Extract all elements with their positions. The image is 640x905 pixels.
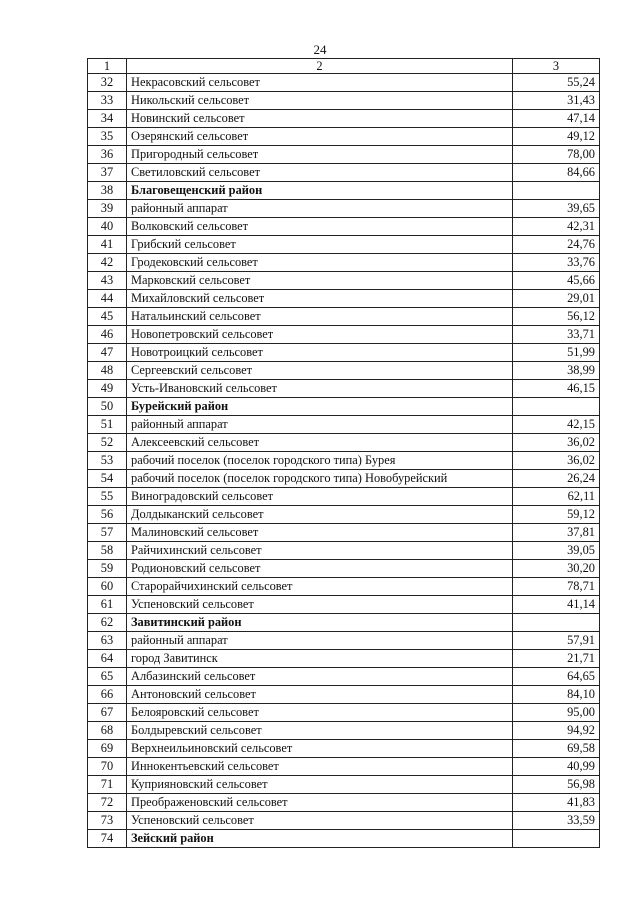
- table-row: [88, 110, 600, 128]
- row-name: Никольский сельсовет: [127, 92, 513, 110]
- row-name: Родионовский сельсовет: [127, 560, 513, 578]
- row-name: Завитинский район: [127, 614, 513, 632]
- row-number: 61: [88, 596, 127, 614]
- table-row: [88, 308, 600, 326]
- row-number: 34: [88, 110, 127, 128]
- row-value: [513, 182, 600, 200]
- column-header-1: 1: [88, 59, 127, 74]
- row-name: рабочий поселок (поселок городского типа) Новобурейский: [127, 470, 513, 488]
- row-value: 78,71: [513, 578, 600, 596]
- row-value: [513, 830, 600, 848]
- row-number: 43: [88, 272, 127, 290]
- row-number: 51: [88, 416, 127, 434]
- row-number: 41: [88, 236, 127, 254]
- row-value: [513, 614, 600, 632]
- row-number: 56: [88, 506, 127, 524]
- row-number: 45: [88, 308, 127, 326]
- row-name: Болдыревский сельсовет: [127, 722, 513, 740]
- table-row: [88, 776, 600, 794]
- row-name: Пригородный сельсовет: [127, 146, 513, 164]
- table-row: [88, 326, 600, 344]
- row-value: 69,58: [513, 740, 600, 758]
- row-number: 72: [88, 794, 127, 812]
- row-value: 26,24: [513, 470, 600, 488]
- row-name: Успеновский сельсовет: [127, 596, 513, 614]
- row-value: 30,20: [513, 560, 600, 578]
- row-number: 54: [88, 470, 127, 488]
- row-value: 84,10: [513, 686, 600, 704]
- row-number: 50: [88, 398, 127, 416]
- row-number: 33: [88, 92, 127, 110]
- row-name: Некрасовский сельсовет: [127, 74, 513, 92]
- table-row: [88, 506, 600, 524]
- table-row: [88, 128, 600, 146]
- row-value: 33,71: [513, 326, 600, 344]
- row-value: 38,99: [513, 362, 600, 380]
- table-row: [88, 794, 600, 812]
- row-value: 94,92: [513, 722, 600, 740]
- table-row: [88, 236, 600, 254]
- row-name: Зейский район: [127, 830, 513, 848]
- table-row: [88, 416, 600, 434]
- row-number: 71: [88, 776, 127, 794]
- row-number: 68: [88, 722, 127, 740]
- row-name: Албазинский сельсовет: [127, 668, 513, 686]
- row-value: 56,98: [513, 776, 600, 794]
- row-number: 66: [88, 686, 127, 704]
- row-number: 70: [88, 758, 127, 776]
- row-name: Марковский сельсовет: [127, 272, 513, 290]
- row-number: 60: [88, 578, 127, 596]
- row-name: Михайловский сельсовет: [127, 290, 513, 308]
- row-name: Озерянский сельсовет: [127, 128, 513, 146]
- table-row: [88, 344, 600, 362]
- row-name: Сергеевский сельсовет: [127, 362, 513, 380]
- row-name: Новотроицкий сельсовет: [127, 344, 513, 362]
- row-number: 44: [88, 290, 127, 308]
- table-row: [88, 74, 600, 92]
- row-number: 73: [88, 812, 127, 830]
- row-name: Благовещенский район: [127, 182, 513, 200]
- table-row: [88, 740, 600, 758]
- row-number: 58: [88, 542, 127, 560]
- row-value: 84,66: [513, 164, 600, 182]
- row-name: рабочий поселок (поселок городского типа) Бурея: [127, 452, 513, 470]
- row-value: 78,00: [513, 146, 600, 164]
- table-row: [88, 488, 600, 506]
- table-section-row: [88, 614, 600, 632]
- table-row: [88, 596, 600, 614]
- row-name: Иннокентьевский сельсовет: [127, 758, 513, 776]
- row-name: Волковский сельсовет: [127, 218, 513, 236]
- table-row: [88, 668, 600, 686]
- table-row: [88, 560, 600, 578]
- row-number: 38: [88, 182, 127, 200]
- row-name: Гродековский сельсовет: [127, 254, 513, 272]
- table-row: [88, 92, 600, 110]
- table-row: [88, 812, 600, 830]
- row-name: Райчихинский сельсовет: [127, 542, 513, 560]
- row-number: 32: [88, 74, 127, 92]
- row-name: районный аппарат: [127, 416, 513, 434]
- row-number: 67: [88, 704, 127, 722]
- row-value: 46,15: [513, 380, 600, 398]
- row-value: 31,43: [513, 92, 600, 110]
- row-value: 39,65: [513, 200, 600, 218]
- row-value: 33,59: [513, 812, 600, 830]
- row-value: 42,15: [513, 416, 600, 434]
- row-number: 63: [88, 632, 127, 650]
- table-row: [88, 200, 600, 218]
- table-row: [88, 290, 600, 308]
- table-section-row: [88, 830, 600, 848]
- column-header-3: 3: [513, 59, 600, 74]
- table-section-row: [88, 398, 600, 416]
- table-row: [88, 218, 600, 236]
- table-section-row: [88, 182, 600, 200]
- row-name: Алексеевский сельсовет: [127, 434, 513, 452]
- row-value: 45,66: [513, 272, 600, 290]
- row-value: 55,24: [513, 74, 600, 92]
- row-name: Долдыканский сельсовет: [127, 506, 513, 524]
- row-name: Куприяновский сельсовет: [127, 776, 513, 794]
- row-name: Верхнеильиновский сельсовет: [127, 740, 513, 758]
- table-row: [88, 758, 600, 776]
- table-row: [88, 434, 600, 452]
- row-name: Натальинский сельсовет: [127, 308, 513, 326]
- row-value: 41,14: [513, 596, 600, 614]
- row-name: Бурейский район: [127, 398, 513, 416]
- row-value: 29,01: [513, 290, 600, 308]
- row-value: 62,11: [513, 488, 600, 506]
- row-value: 37,81: [513, 524, 600, 542]
- row-number: 57: [88, 524, 127, 542]
- row-value: [513, 398, 600, 416]
- row-name: Новопетровский сельсовет: [127, 326, 513, 344]
- table-row: [88, 542, 600, 560]
- row-value: 64,65: [513, 668, 600, 686]
- row-name: Старорайчихинский сельсовет: [127, 578, 513, 596]
- row-value: 59,12: [513, 506, 600, 524]
- row-number: 42: [88, 254, 127, 272]
- row-number: 35: [88, 128, 127, 146]
- row-value: 36,02: [513, 434, 600, 452]
- table-row: [88, 164, 600, 182]
- row-name: Малиновский сельсовет: [127, 524, 513, 542]
- row-number: 55: [88, 488, 127, 506]
- row-number: 37: [88, 164, 127, 182]
- row-name: Белояровский сельсовет: [127, 704, 513, 722]
- data-table: [87, 58, 600, 848]
- page-number: 24: [313, 42, 327, 57]
- row-number: 47: [88, 344, 127, 362]
- table-row: [88, 704, 600, 722]
- row-number: 48: [88, 362, 127, 380]
- row-name: город Завитинск: [127, 650, 513, 668]
- table-header-row: [88, 59, 600, 74]
- row-number: 74: [88, 830, 127, 848]
- row-name: Усть-Ивановский сельсовет: [127, 380, 513, 398]
- row-number: 64: [88, 650, 127, 668]
- row-name: Антоновский сельсовет: [127, 686, 513, 704]
- table-row: [88, 686, 600, 704]
- table-row: [88, 146, 600, 164]
- row-value: 41,83: [513, 794, 600, 812]
- table-row: [88, 632, 600, 650]
- row-name: районный аппарат: [127, 632, 513, 650]
- row-value: 36,02: [513, 452, 600, 470]
- row-name: Преображеновский сельсовет: [127, 794, 513, 812]
- row-value: 39,05: [513, 542, 600, 560]
- row-value: 42,31: [513, 218, 600, 236]
- table-body: [88, 59, 600, 848]
- row-number: 65: [88, 668, 127, 686]
- row-value: 24,76: [513, 236, 600, 254]
- row-number: 52: [88, 434, 127, 452]
- table-row: [88, 524, 600, 542]
- row-value: 40,99: [513, 758, 600, 776]
- row-number: 39: [88, 200, 127, 218]
- row-value: 57,91: [513, 632, 600, 650]
- table-row: [88, 272, 600, 290]
- row-value: 95,00: [513, 704, 600, 722]
- row-name: Новинский сельсовет: [127, 110, 513, 128]
- row-number: 36: [88, 146, 127, 164]
- row-name: районный аппарат: [127, 200, 513, 218]
- row-number: 69: [88, 740, 127, 758]
- table-row: [88, 650, 600, 668]
- row-name: Грибский сельсовет: [127, 236, 513, 254]
- row-number: 53: [88, 452, 127, 470]
- row-value: 56,12: [513, 308, 600, 326]
- table-row: [88, 380, 600, 398]
- row-name: Светиловский сельсовет: [127, 164, 513, 182]
- table-row: [88, 452, 600, 470]
- row-value: 21,71: [513, 650, 600, 668]
- row-number: 46: [88, 326, 127, 344]
- table-row: [88, 362, 600, 380]
- row-number: 59: [88, 560, 127, 578]
- row-value: 51,99: [513, 344, 600, 362]
- row-number: 49: [88, 380, 127, 398]
- table-row: [88, 578, 600, 596]
- column-header-2: 2: [127, 59, 513, 74]
- row-value: 49,12: [513, 128, 600, 146]
- row-number: 40: [88, 218, 127, 236]
- row-name: Успеновский сельсовет: [127, 812, 513, 830]
- table-row: [88, 470, 600, 488]
- row-number: 62: [88, 614, 127, 632]
- table-row: [88, 254, 600, 272]
- row-value: 47,14: [513, 110, 600, 128]
- row-name: Виноградовский сельсовет: [127, 488, 513, 506]
- row-value: 33,76: [513, 254, 600, 272]
- table-row: [88, 722, 600, 740]
